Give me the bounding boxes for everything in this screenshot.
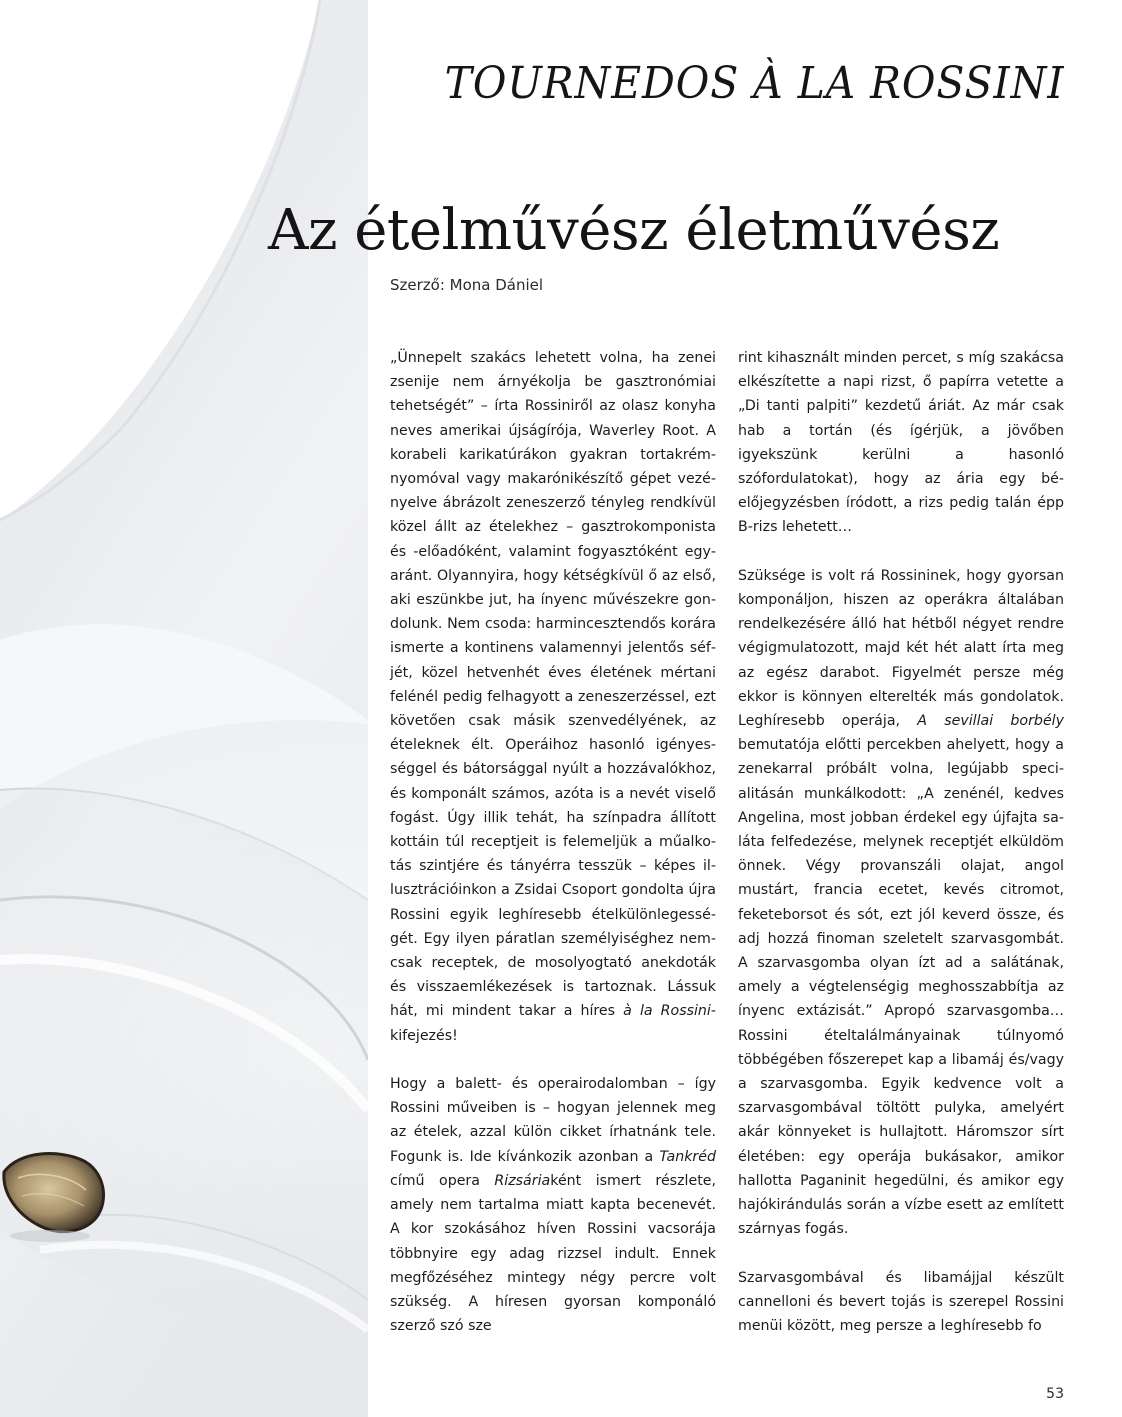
article-column-right — [738, 346, 1064, 1362]
page-number: 53 — [1046, 1386, 1064, 1402]
italic-phrase: A sevillai borbély — [917, 713, 1065, 730]
article-title: Az ételművész életművész — [268, 198, 1000, 263]
section-title: TOURNEDOS À LA ROSSINI — [444, 58, 1064, 109]
paragraph-text: ként ismert részlete, amely nem tartalma miatt kapta becenevét. A kor szokásához híven Rossini vacsorája többnyire egy adag rizzsel indult. Ennek megfőzéséhez mintegy négy percre volt szükség. A híresen gyorsan komponáló szerző szó sze — [390, 1172, 716, 1335]
paragraph: Szarvasgombával és libamájjal készült cannelloni és bevert tojás is szerepel Rossini menüi között, meg persze a leghíresebb fo — [738, 1269, 1064, 1335]
italic-phrase: à la Rossini — [623, 1003, 711, 1020]
paragraph-text: bemutatója előtti percekben ahelyett, hogy a zenekarral próbált volna, legújabb specialitásán munkálkodott: „A zenénél, kedves Angelina, most jobban érdekel egy újfajta saláta felfedezése, melynek receptjét elküldöm önnek. Végy provanszáli olajat, angol mustárt, francia ecetet, kevés citromot, feketeborsot és sót, ezt jól keverd össze, és adj hozzá finoman szeletelt szarvasgombát. A szarvasgomba olyan ízt ad a salátának, amely a végtelenségig meghosszabbítja az ínyenc extázisát.” Apropó szarvasgomba… Rossini ételtalálmányainak túlnyomó többégében főszerepet kap a libamáj és/vagy a szarvasgomba. Egyik kedvence volt a szarvasgombával töltött pulyka, amelyért akár könnyeket is hullajtott. Háromszor sírt életében: egy operája bukásakor, amikor hallotta Paganinit hegedülni, és amikor egy hajókirándulás során a vízbe esett az említett szárnyas fogás. — [738, 737, 1064, 1238]
paragraph: rint kihasznált minden percet, s míg szakácsa elkészítette a napi rizst, ő papírra vetette a „Di tanti palpiti” kezdetű áriát. Az már csak hab a tortán (és ígérjük, a jövőben igyekszünk kerülni a hasonló szófordulatokat), hogy az ária egy bé-előjegyzésben íródott, a rizs pedig talán épp B-rizs lehetett… — [738, 350, 1064, 536]
italic-phrase: Tankréd — [659, 1148, 716, 1165]
paragraph — [390, 1072, 716, 1338]
paragraph-text: Hogy a balett- és operairodalomban – így Rossini műveiben is – hogyan jelennek meg az ételek, azzal külön cikket írhatnánk tele. Fogunk is. Ide kívánkozik azonban a — [390, 1076, 716, 1165]
paragraph-text: Szüksége is volt rá Rossininek, hogy gyorsan komponáljon, hiszen az operákra általában rendelkezésére álló hat hétből négyet rendre végigmulatozott, majd két hét alatt írta meg az egész darabot. Figyelmét persze még ekkor is könnyen elterelték más gondolatok. Leghíresebb operája, — [738, 567, 1064, 730]
article-column-left — [390, 346, 716, 1363]
paragraph — [738, 564, 1064, 1242]
italic-phrase: Rizsária — [494, 1172, 551, 1189]
paragraph-text: című opera — [390, 1172, 495, 1189]
paragraph-text: -kifejezés! — [390, 1003, 716, 1044]
paragraph-text: „Ünnepelt szakács lehetett volna, ha zenei zsenije nem árnyékolja be gasztronómiai tehetségét” – írta Rossiniről az olasz konyha neves amerikai újságírója, Waverley Root. A korabeli karikatúrákon gyakran tortakrémnyomóval vagy makarónikészítő gépet vezényelve ábrázolt zeneszerző tényleg rendkívül közel állt az ételekhez – gasztrokomponista és -előadóként, valamint fogyasztóként egyaránt. Olyannyira, hogy kétségkívül ő az első, aki eszünkbe jut, ha ínyenc művészekre gondolunk. Nem csoda: harmincesztendős korára ismerte a kontinens valamennyi jelentős séfjét, közel hetvenhét éves életének mértani felénél pedig felhagyott a zeneszerzéssel, ezt követően csak másik szenvedélyének, az ételeknek élt. Operáihoz hasonló igényességgel és bátorsággal nyúlt a hozzávalókhoz, és komponált számos, azóta is a nevét viselő fogást. Úgy illik tehát, ha színpadra állított kottáin túl receptjeit is felemeljük a műalkotás szintjére és tányérra tesszük – képes illusztrációinkon a Zsidai Csoport gondolta újra Rossini egyik leghíresebb ételkülönlegességét. Egy ilyen páratlan személyiséghez nemcsak receptek, de mosolyogtató anekdoták és visszaemlékezések is tartoznak. Lássuk hát, mi mindent takar a híres — [390, 350, 716, 1020]
paragraph — [390, 346, 716, 1048]
article-author: Szerző: Mona Dániel — [390, 276, 544, 294]
